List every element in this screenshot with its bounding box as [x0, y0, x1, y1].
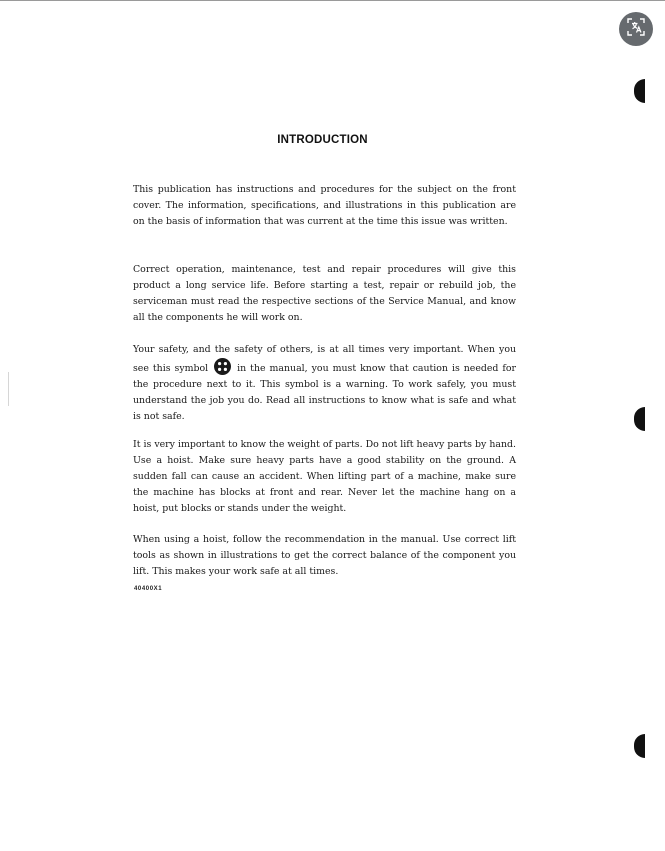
punch-hole	[634, 407, 645, 431]
safety-text-after: in the manual, you must know that caution is needed for the procedure next to it. This symbol is a warning. To work safely, you must understand the job you do. Read all instructions to know what is safe and what is not safe.	[133, 363, 517, 422]
translate-icon	[627, 18, 645, 40]
paragraph-service-life: Correct operation, maintenance, test and repair procedures will give this product a long service life. Before starting a test, repair or rebuild job, the serviceman must read the respective sections of the Service Manual, and know all the components he will work on.	[133, 264, 516, 323]
margin-mark	[8, 372, 9, 406]
paragraph-hoist: When using a hoist, follow the recommendation in the manual. Use correct lift tools as shown in illustrations to get the correct balance of the component you lift. This makes your work safe at all times.	[133, 534, 516, 577]
page-title: INTRODUCTION	[277, 134, 368, 146]
paragraph-publication-info: This publication has instructions and procedures for the subject on the front cover. The information, specifications, and illustrations in this publication are on the basis of information that was current at the time this issue was written.	[133, 184, 516, 227]
document-code: 40400X1	[134, 586, 163, 592]
paragraph-weight: It is very important to know the weight of parts. Do not lift heavy parts by hand. Use a hoist. Make sure heavy parts have a good stability on the ground. A sudden fall can cause an accident. When lifting part of a machine, make sure the machine has blocks at front and rear. Never let the machine hang on a hoist, put blocks or stands under the weight.	[133, 439, 516, 514]
paragraph-safety	[133, 342, 516, 425]
safety-text-before: Your safety, and the safety of others, is at all times very important. When you see this symbol	[133, 344, 516, 374]
translate-button[interactable]	[619, 12, 653, 46]
punch-hole	[634, 79, 645, 103]
safety-warning-icon	[214, 358, 231, 375]
punch-hole	[634, 734, 645, 758]
